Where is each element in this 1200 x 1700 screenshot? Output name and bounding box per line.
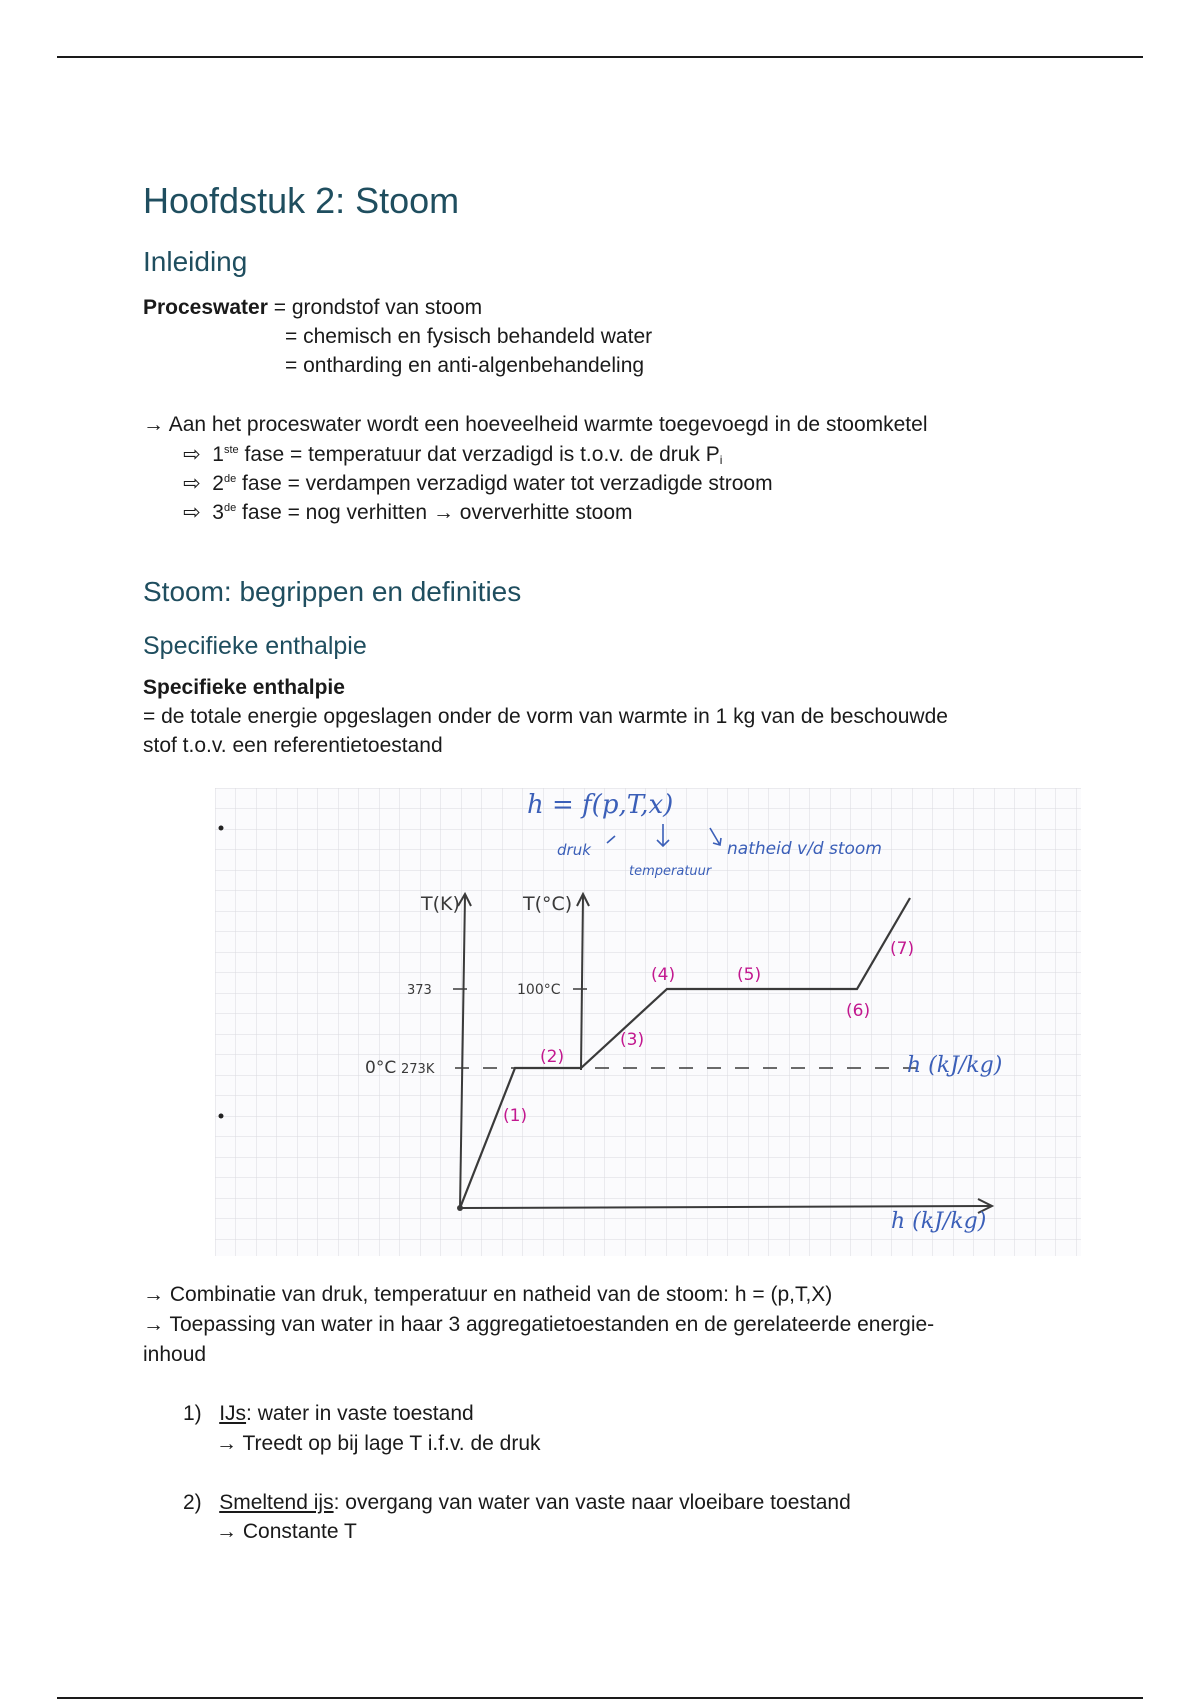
hollow-arrow-icon: ⇨	[183, 443, 201, 466]
phase-item: ⇨ 2de fase = verdampen verzadigd water tot verzadigde stroom	[183, 472, 773, 495]
proceswater-def-1: = grondstof van stoom	[273, 296, 483, 319]
label-temperatuur: temperatuur	[629, 864, 712, 879]
grid-lines	[215, 788, 1081, 1256]
arrow-right-icon: →	[216, 1432, 237, 1455]
after-arrow-1: → Combinatie van druk, temperatuur en natheid van de stoom: h = (p,T,X)	[143, 1283, 833, 1306]
heading-stoom-begrippen: Stoom: begrippen en definities	[143, 576, 522, 607]
enthalpy-sketch	[215, 788, 1081, 1256]
list-subitem: → Constante T	[216, 1520, 357, 1543]
after-arrow-2: → Toepassing van water in haar 3 aggregatietoestanden en de gerelateerde energie-	[143, 1313, 935, 1336]
top-rule	[57, 56, 1143, 58]
page-title: Hoofdstuk 2: Stoom	[143, 180, 460, 221]
enthalpie-term: Specifieke enthalpie	[143, 676, 345, 699]
tick-273: 273K	[401, 1062, 435, 1077]
intro-arrow-line	[143, 411, 928, 439]
hollow-arrow-icon: ⇨	[183, 472, 201, 495]
list-subitem: → Treedt op bij lage T i.f.v. de druk	[216, 1432, 541, 1455]
phase-label-7: (7)	[890, 939, 915, 959]
punch-hole-dot	[219, 826, 224, 831]
list-term: Smeltend ijs	[219, 1491, 334, 1514]
label-h-upper: h (kJ/kg)	[907, 1053, 1003, 1078]
arrow-right-icon: →	[143, 413, 164, 436]
tick-0c: 0°C	[365, 1058, 397, 1078]
axis-label-tc: T(°C)	[523, 893, 573, 915]
phase-label-5: (5)	[737, 965, 762, 985]
list-item: 2) Smeltend ijs: overgang van water van vaste naar vloeibare toestand	[183, 1491, 851, 1514]
arrow-right-icon: →	[143, 1283, 164, 1306]
enthalpy-sketch-svg	[215, 788, 1081, 1256]
arrow-right-icon: →	[216, 1520, 237, 1543]
phase-item: ⇨ 3de fase = nog verhitten → oververhitte stoom	[183, 501, 633, 524]
formula-text: h = f(p,T,x)	[527, 790, 674, 820]
phase-label-3: (3)	[620, 1030, 645, 1050]
label-natheid: natheid v/d stoom	[727, 839, 882, 859]
axis-label-tk: T(K)	[421, 893, 460, 915]
enthalpie-def-2: stof t.o.v. een referentietoestand	[143, 734, 443, 757]
bottom-rule	[57, 1697, 1143, 1699]
list-term: IJs	[219, 1402, 247, 1425]
proceswater-def-2: = chemisch en fysisch behandeld water	[285, 325, 653, 348]
phase-item: ⇨ 1ste fase = temperatuur dat verzadigd is t.o.v. de druk $P_i$	[183, 443, 723, 467]
label-druk: druk	[557, 841, 591, 859]
proceswater-def-3: = ontharding en anti-algenbehandeling	[285, 354, 645, 377]
proceswater-line-1	[143, 294, 482, 322]
proceswater-term: Proceswater	[143, 296, 268, 319]
phase-label-2: (2)	[540, 1047, 565, 1067]
label-h-lower: h (kJ/kg)	[891, 1209, 987, 1234]
phase-label-6: (6)	[846, 1001, 871, 1021]
enthalpie-def-1: = de totale energie opgeslagen onder de vorm van warmte in 1 kg van de beschouwde	[143, 705, 948, 728]
punch-hole-dot	[219, 1114, 224, 1119]
hollow-arrow-icon: ⇨	[183, 501, 201, 524]
tick-100: 100°C	[517, 982, 561, 998]
after-arrow-2-cont: inhoud	[143, 1343, 207, 1366]
phase-label-1: (1)	[503, 1106, 528, 1126]
phase-label-4: (4)	[651, 965, 676, 985]
intro-arrow-text: Aan het proceswater wordt een hoeveelheid warmte toegevoegd in de stoomketel	[168, 413, 928, 436]
heading-inleiding: Inleiding	[143, 246, 248, 277]
tick-373: 373	[407, 983, 432, 998]
arrow-right-icon: →	[143, 1313, 164, 1336]
list-item: 1) IJs: water in vaste toestand	[183, 1402, 474, 1425]
arrow-right-icon: →	[432, 501, 454, 524]
heading-specifieke-enthalpie: Specifieke enthalpie	[143, 632, 367, 660]
